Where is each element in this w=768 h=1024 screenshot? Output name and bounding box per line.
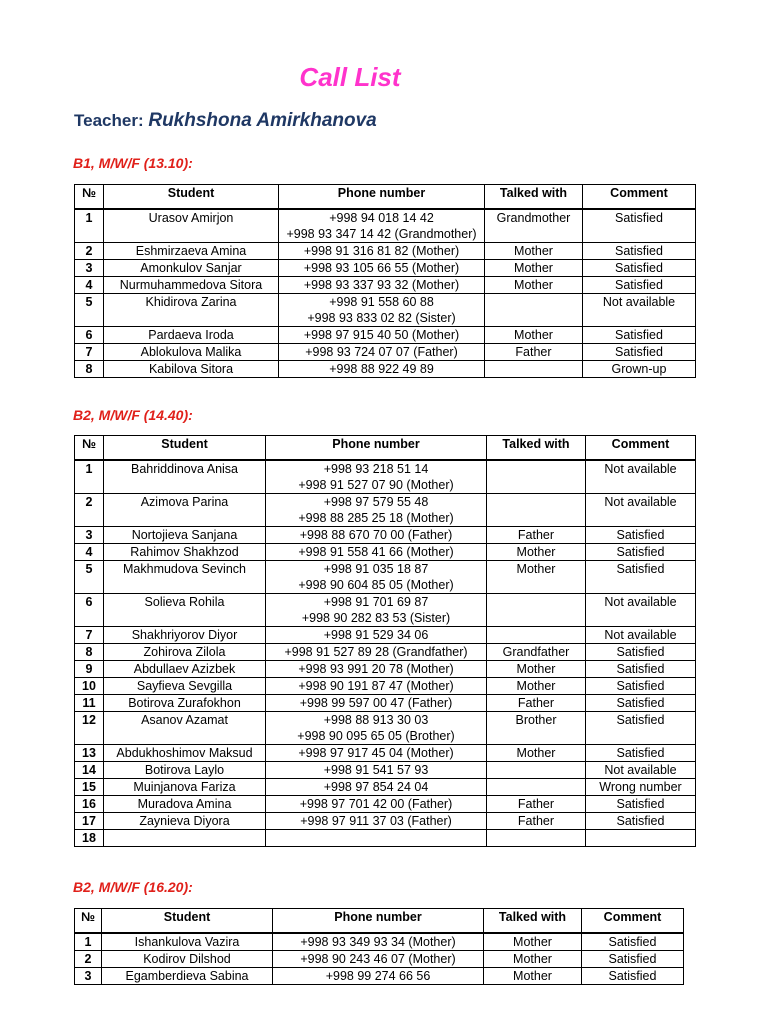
phone-number: +998 97 911 37 03 (Father) — [300, 814, 452, 828]
phone-number: +998 91 035 18 87 — [323, 562, 429, 576]
talked-with: Grandmother — [485, 209, 583, 243]
teacher-label: Teacher: — [74, 111, 144, 130]
phone-number: +998 99 274 66 56 — [325, 969, 431, 983]
talked-with: Mother — [484, 951, 582, 968]
student-name: Azimova Parina — [104, 494, 266, 527]
teacher-line — [74, 110, 377, 132]
talked-with: Mother — [484, 933, 582, 951]
student-name: Zaynieva Diyora — [104, 813, 266, 830]
phone-cell — [279, 277, 485, 294]
section-heading-3: B2, M/W/F (16.20): — [73, 879, 193, 895]
phone-number: +998 91 527 07 90 (Mother) — [298, 478, 454, 492]
phone-cell — [266, 527, 487, 544]
comment: Not available — [586, 762, 696, 779]
student-name: Ishankulova Vazira — [102, 933, 273, 951]
phone-number: +998 90 282 83 53 (Sister) — [301, 611, 451, 625]
table-row — [75, 762, 696, 779]
phone-number: +998 90 604 85 05 (Mother) — [298, 578, 454, 592]
talked-with: Mother — [485, 243, 583, 260]
header-comment: Comment — [583, 185, 696, 210]
student-name: Solieva Rohila — [104, 594, 266, 627]
row-number: 15 — [75, 779, 104, 796]
row-number: 4 — [75, 544, 104, 561]
phone-number: +998 90 243 46 07 (Mother) — [300, 952, 456, 966]
phone-cell — [266, 594, 487, 627]
table-header-row — [75, 436, 696, 461]
table-row — [75, 527, 696, 544]
talked-with: Father — [487, 796, 586, 813]
phone-number: +998 93 724 07 07 (Father) — [305, 345, 458, 359]
phone-number: +998 90 095 65 05 (Brother) — [297, 729, 455, 743]
student-name: Botirova Laylo — [104, 762, 266, 779]
comment: Satisfied — [586, 695, 696, 712]
phone-cell — [266, 796, 487, 813]
talked-with — [487, 779, 586, 796]
comment: Satisfied — [582, 933, 684, 951]
student-name: Pardaeva Iroda — [104, 327, 279, 344]
phone-cell — [266, 460, 487, 494]
row-number: 5 — [75, 561, 104, 594]
phone-cell — [266, 644, 487, 661]
phone-cell — [279, 209, 485, 243]
phone-number: +998 93 349 93 34 (Mother) — [300, 935, 456, 949]
table-row — [75, 678, 696, 695]
call-table-2 — [74, 435, 696, 847]
student-name: Nortojieva Sanjana — [104, 527, 266, 544]
table-row — [75, 712, 696, 745]
row-number: 7 — [75, 627, 104, 644]
comment: Satisfied — [586, 745, 696, 762]
student-name: Amonkulov Sanjar — [104, 260, 279, 277]
table-row — [75, 968, 684, 985]
phone-number: +998 90 191 87 47 (Mother) — [298, 679, 454, 693]
table-row — [75, 260, 696, 277]
phone-cell — [266, 813, 487, 830]
phone-number: +998 91 527 89 28 (Grandfather) — [284, 645, 468, 659]
phone-cell — [266, 745, 487, 762]
header-comment: Comment — [586, 436, 696, 461]
talked-with: Mother — [484, 968, 582, 985]
talked-with — [487, 762, 586, 779]
phone-cell — [279, 243, 485, 260]
talked-with — [485, 294, 583, 327]
phone-number: +998 93 833 02 82 (Sister) — [307, 311, 456, 325]
talked-with: Mother — [485, 260, 583, 277]
talked-with — [485, 361, 583, 378]
table-row — [75, 951, 684, 968]
row-number: 12 — [75, 712, 104, 745]
table-row — [75, 745, 696, 762]
comment — [586, 830, 696, 847]
row-number: 17 — [75, 813, 104, 830]
header-number: № — [75, 185, 104, 210]
comment: Satisfied — [586, 813, 696, 830]
row-number: 10 — [75, 678, 104, 695]
phone-number: +998 93 105 66 55 (Mother) — [303, 261, 460, 275]
phone-number: +998 91 316 81 82 (Mother) — [303, 244, 460, 258]
table-row — [75, 779, 696, 796]
table-row — [75, 627, 696, 644]
talked-with — [487, 460, 586, 494]
phone-number: +998 88 285 25 18 (Mother) — [298, 511, 454, 525]
phone-cell — [273, 951, 484, 968]
row-number: 18 — [75, 830, 104, 847]
table-row — [75, 561, 696, 594]
table-header-row — [75, 909, 684, 934]
header-number: № — [75, 909, 102, 934]
phone-cell — [266, 494, 487, 527]
comment: Satisfied — [583, 277, 696, 294]
table-row — [75, 209, 696, 243]
header-talked-with: Talked with — [485, 185, 583, 210]
talked-with: Mother — [485, 327, 583, 344]
phone-number: +998 88 922 49 89 — [329, 362, 434, 376]
header-comment: Comment — [582, 909, 684, 934]
call-table-3 — [74, 908, 684, 985]
phone-cell — [279, 361, 485, 378]
talked-with — [487, 594, 586, 627]
phone-cell — [279, 327, 485, 344]
row-number: 9 — [75, 661, 104, 678]
row-number: 1 — [75, 460, 104, 494]
comment: Satisfied — [586, 561, 696, 594]
table-row — [75, 361, 696, 378]
student-name: Kodirov Dilshod — [102, 951, 273, 968]
row-number: 6 — [75, 594, 104, 627]
comment: Satisfied — [582, 951, 684, 968]
comment: Satisfied — [586, 796, 696, 813]
comment: Satisfied — [583, 243, 696, 260]
comment: Not available — [586, 594, 696, 627]
comment: Grown-up — [583, 361, 696, 378]
row-number: 1 — [75, 933, 102, 951]
talked-with: Brother — [487, 712, 586, 745]
talked-with — [487, 830, 586, 847]
row-number: 1 — [75, 209, 104, 243]
row-number: 8 — [75, 361, 104, 378]
phone-number: +998 97 917 45 04 (Mother) — [298, 746, 454, 760]
phone-number: +998 91 529 34 06 — [323, 628, 429, 642]
phone-number: +998 93 347 14 42 (Grandmother) — [286, 227, 477, 241]
phone-cell — [279, 344, 485, 361]
student-name: Urasov Amirjon — [104, 209, 279, 243]
comment: Not available — [586, 460, 696, 494]
student-name: Asanov Azamat — [104, 712, 266, 745]
table-row — [75, 644, 696, 661]
comment: Not available — [583, 294, 696, 327]
talked-with — [487, 627, 586, 644]
phone-number: +998 91 558 60 88 — [329, 295, 434, 309]
table-row — [75, 594, 696, 627]
phone-number: +998 91 558 41 66 (Mother) — [298, 545, 454, 559]
header-student: Student — [104, 185, 279, 210]
student-name: Egamberdieva Sabina — [102, 968, 273, 985]
comment: Satisfied — [583, 327, 696, 344]
comment: Satisfied — [586, 712, 696, 745]
row-number: 6 — [75, 327, 104, 344]
phone-number: +998 93 218 51 14 — [323, 462, 429, 476]
row-number: 14 — [75, 762, 104, 779]
row-number: 8 — [75, 644, 104, 661]
phone-number: +998 88 913 30 03 — [323, 713, 429, 727]
row-number: 13 — [75, 745, 104, 762]
talked-with: Mother — [485, 277, 583, 294]
row-number: 11 — [75, 695, 104, 712]
table-row — [75, 243, 696, 260]
talked-with: Father — [487, 813, 586, 830]
comment: Satisfied — [586, 544, 696, 561]
talked-with: Mother — [487, 678, 586, 695]
comment: Not available — [586, 494, 696, 527]
phone-cell — [266, 779, 487, 796]
student-name: Muinjanova Fariza — [104, 779, 266, 796]
phone-cell — [279, 294, 485, 327]
row-number: 3 — [75, 527, 104, 544]
student-name: Muradova Amina — [104, 796, 266, 813]
student-name: Khidirova Zarina — [104, 294, 279, 327]
talked-with: Mother — [487, 745, 586, 762]
phone-number: +998 97 701 42 00 (Father) — [299, 797, 453, 811]
comment: Satisfied — [582, 968, 684, 985]
header-talked-with: Talked with — [484, 909, 582, 934]
phone-cell — [266, 762, 487, 779]
talked-with: Mother — [487, 661, 586, 678]
phone-number: +998 97 854 24 04 — [323, 780, 429, 794]
row-number: 5 — [75, 294, 104, 327]
comment: Satisfied — [586, 527, 696, 544]
talked-with: Mother — [487, 544, 586, 561]
header-student: Student — [104, 436, 266, 461]
student-name: Nurmuhammedova Sitora — [104, 277, 279, 294]
student-name: Botirova Zurafokhon — [104, 695, 266, 712]
header-student: Student — [102, 909, 273, 934]
row-number: 7 — [75, 344, 104, 361]
phone-cell — [266, 561, 487, 594]
table-row — [75, 813, 696, 830]
phone-cell — [279, 260, 485, 277]
talked-with — [487, 494, 586, 527]
student-name: Kabilova Sitora — [104, 361, 279, 378]
phone-cell — [266, 712, 487, 745]
phone-cell — [273, 933, 484, 951]
table-row — [75, 277, 696, 294]
comment: Satisfied — [586, 644, 696, 661]
comment: Satisfied — [583, 344, 696, 361]
student-name: Eshmirzaeva Amina — [104, 243, 279, 260]
row-number: 2 — [75, 243, 104, 260]
section-heading-1: B1, M/W/F (13.10): — [73, 155, 193, 171]
table-row — [75, 544, 696, 561]
phone-cell — [266, 830, 487, 847]
student-name: Abdukhoshimov Maksud — [104, 745, 266, 762]
phone-number: +998 97 915 40 50 (Mother) — [303, 328, 460, 342]
table-row — [75, 661, 696, 678]
table-header-row — [75, 185, 696, 210]
row-number: 3 — [75, 968, 102, 985]
comment: Wrong number — [586, 779, 696, 796]
student-name: Shakhriyorov Diyor — [104, 627, 266, 644]
phone-cell — [266, 627, 487, 644]
table-row — [75, 695, 696, 712]
comment: Satisfied — [583, 209, 696, 243]
table-row — [75, 796, 696, 813]
student-name: Ablokulova Malika — [104, 344, 279, 361]
table-row — [75, 830, 696, 847]
phone-number: +998 93 991 20 78 (Mother) — [298, 662, 454, 676]
table-row — [75, 460, 696, 494]
phone-cell — [266, 544, 487, 561]
table-row — [75, 494, 696, 527]
table-row — [75, 933, 684, 951]
table-row — [75, 344, 696, 361]
header-phone: Phone number — [279, 185, 485, 210]
talked-with: Father — [487, 527, 586, 544]
talked-with: Grandfather — [487, 644, 586, 661]
table-row — [75, 327, 696, 344]
header-talked-with: Talked with — [487, 436, 586, 461]
phone-cell — [266, 695, 487, 712]
table-row — [75, 294, 696, 327]
phone-number: +998 88 670 70 00 (Father) — [299, 528, 453, 542]
phone-number: +998 97 579 55 48 — [323, 495, 429, 509]
comment: Satisfied — [586, 678, 696, 695]
section-heading-2: B2, M/W/F (14.40): — [73, 407, 193, 423]
phone-number: +998 94 018 14 42 — [329, 211, 434, 225]
comment: Satisfied — [583, 260, 696, 277]
header-phone: Phone number — [273, 909, 484, 934]
phone-cell — [273, 968, 484, 985]
call-table-1 — [74, 184, 696, 378]
row-number: 4 — [75, 277, 104, 294]
student-name: Zohirova Zilola — [104, 644, 266, 661]
comment: Satisfied — [586, 661, 696, 678]
phone-number: +998 91 701 69 87 — [323, 595, 429, 609]
talked-with: Father — [485, 344, 583, 361]
phone-number: +998 91 541 57 93 — [323, 763, 429, 777]
student-name: Rahimov Shakhzod — [104, 544, 266, 561]
header-number: № — [75, 436, 104, 461]
phone-number: +998 93 337 93 32 (Mother) — [303, 278, 460, 292]
phone-number: +998 99 597 00 47 (Father) — [299, 696, 453, 710]
row-number: 2 — [75, 494, 104, 527]
page-title: Call List — [299, 62, 401, 92]
header-phone: Phone number — [266, 436, 487, 461]
phone-cell — [266, 678, 487, 695]
student-name — [104, 830, 266, 847]
teacher-name: Rukhshona Amirkhanova — [148, 110, 377, 131]
row-number: 16 — [75, 796, 104, 813]
student-name: Abdullaev Azizbek — [104, 661, 266, 678]
student-name: Makhmudova Sevinch — [104, 561, 266, 594]
comment: Not available — [586, 627, 696, 644]
student-name: Bahriddinova Anisa — [104, 460, 266, 494]
row-number: 3 — [75, 260, 104, 277]
student-name: Sayfieva Sevgilla — [104, 678, 266, 695]
talked-with: Mother — [487, 561, 586, 594]
talked-with: Father — [487, 695, 586, 712]
row-number: 2 — [75, 951, 102, 968]
phone-cell — [266, 661, 487, 678]
